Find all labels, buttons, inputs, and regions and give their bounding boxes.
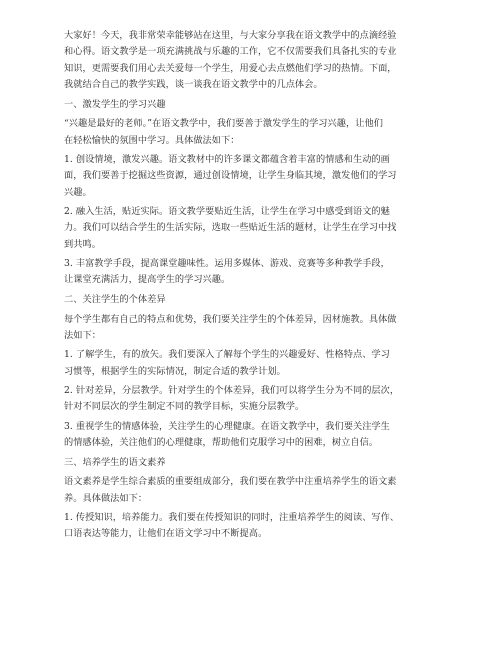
section3-intro bbox=[64, 474, 442, 507]
section1-item-3 bbox=[64, 256, 442, 289]
section-heading-3: 三、培养学生的语文素养 bbox=[64, 457, 166, 469]
text-line: 2. 针对差异，分层教学。针对学生的个体差异，我们可以将学生分为不同的层次， bbox=[64, 384, 400, 396]
text-line: 3. 重视学生的情感体验，关注学生的心理健康。在语文教学中，我们要关注学生 bbox=[64, 420, 390, 432]
section1-item-1 bbox=[64, 152, 442, 201]
text-line: 法如下： bbox=[64, 330, 101, 342]
text-line: 2. 融入生活，贴近实际。语文教学要贴近生活，让学生在学习中感受到语文的魅 bbox=[64, 205, 390, 217]
section2-intro bbox=[64, 312, 442, 345]
document-page bbox=[64, 28, 442, 543]
text-line: 每个学生都有自己的特点和优势，我们要关注学生的个体差异，因材施教。具体做 bbox=[64, 313, 397, 325]
text-line: 面，我们要善于挖掘这些资源，通过创设情境，让学生身临其境，激发他们的学习 bbox=[64, 170, 397, 182]
section3-item-1 bbox=[64, 510, 442, 543]
text-line: 1. 创设情境，激发兴趣。语文教材中的许多课文都蕴含着丰富的情感和生动的画 bbox=[64, 154, 390, 166]
section1-item-2 bbox=[64, 204, 442, 253]
text-line: 兴趣。 bbox=[64, 186, 92, 198]
text-line: 在轻松愉快的氛围中学习。具体做法如下： bbox=[64, 134, 240, 146]
text-line: 到共鸣。 bbox=[64, 238, 101, 250]
section2-item-2 bbox=[64, 383, 442, 416]
text-line: 1. 了解学生，有的放矢。我们要深入了解每个学生的兴趣爱好、性格特点、学习 bbox=[64, 349, 390, 361]
section2-item-1 bbox=[64, 347, 442, 380]
text-line: 知识，更需要我们用心去关爱每一个学生，用爱心去点燃他们学习的热情。下面， bbox=[64, 62, 397, 74]
text-line: “兴趣是最好的老师。”在语文教学中，我们要善于激发学生的学习兴趣，让他们 bbox=[64, 118, 383, 130]
text-line: 的情感体验，关注他们的心理健康，帮助他们克服学习中的困难，树立自信。 bbox=[64, 436, 379, 448]
text-line: 语文素养是学生综合素质的重要组成部分，我们要在教学中注重培养学生的语文素 bbox=[64, 476, 397, 488]
text-line: 让课堂充满活力，提高学生的学习兴趣。 bbox=[64, 274, 231, 286]
text-line: 和心得。语文教学是一项充满挑战与乐趣的工作，它不仅需要我们具备扎实的专业 bbox=[64, 46, 397, 58]
text-line: 力。我们可以结合学生的生活实际，选取一些贴近生活的题材，让学生在学习中找 bbox=[64, 222, 397, 234]
section-heading-2: 二、关注学生的个体差异 bbox=[64, 294, 166, 306]
text-line: 养。具体做法如下： bbox=[64, 492, 148, 504]
text-line: 大家好！今天，我非常荣幸能够站在这里，与大家分享我在语文教学中的点滴经验 bbox=[64, 30, 397, 41]
section-heading-1: 一、激发学生的学习兴趣 bbox=[64, 99, 166, 111]
text-line: 我就结合自己的教学实践，谈一谈我在语文教学中的几点体会。 bbox=[64, 78, 323, 90]
text-line: 针对不同层次的学生制定不同的教学目标，实施分层教学。 bbox=[64, 401, 305, 413]
section2-item-3 bbox=[64, 419, 442, 452]
text-line: 1. 传授知识，培养能力。我们要在传授知识的同时，注重培养学生的阅读、写作、 bbox=[64, 512, 400, 524]
text-line: 3. 丰富教学手段，提高课堂趣味性。运用多媒体、游戏、竞赛等多种教学手段， bbox=[64, 257, 390, 269]
text-line: 口语表达等能力，让他们在语文学习中不断提高。 bbox=[64, 528, 268, 540]
text-line: 习惯等，根据学生的实际情况，制定合适的教学计划。 bbox=[64, 365, 286, 377]
intro-paragraph bbox=[64, 28, 442, 93]
section1-intro bbox=[64, 116, 442, 149]
